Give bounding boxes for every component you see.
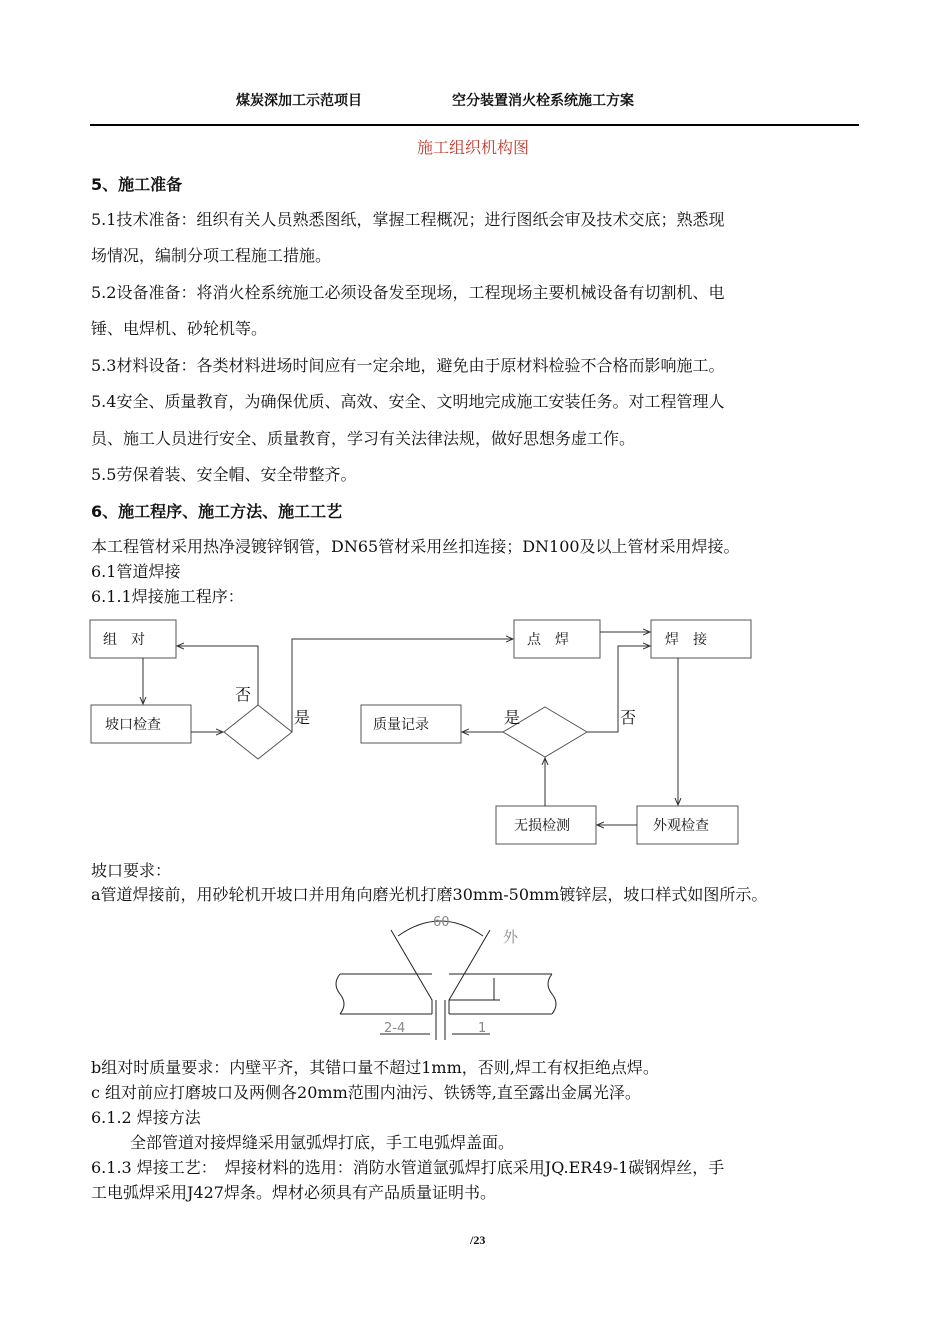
label-spot-weld: 点 焊 <box>527 632 569 648</box>
para-5-5: 5.5劳保着装、安全帽、安全带整齐。 <box>91 465 357 484</box>
pipe-break-right <box>548 974 556 1014</box>
section-5-title: 5、施工准备 <box>91 175 183 194</box>
para-5-2-line1: 5.2设备准备：将消火栓系统施工必须设备发至现场，工程现场主要机械设备有切割机、电 <box>91 283 725 302</box>
root-label: 1 <box>478 1021 487 1036</box>
label-weld: 焊 接 <box>665 632 707 648</box>
label-quality-record: 质量记录 <box>373 717 429 733</box>
header-project: 煤炭深加工示范项目 <box>236 93 362 109</box>
label-no-1: 否 <box>235 685 252 704</box>
section-6-1-2-body: 全部管道对接焊缝采用氩弧焊打底，手工电弧焊盖面。 <box>130 1133 515 1152</box>
bevel-req-c: c 组对前应打磨坡口及两侧各20mm范围内油污、铁锈等,直至露出金属光泽。 <box>91 1083 641 1102</box>
section-6-1-title: 6.1管道焊接 <box>91 562 181 581</box>
para-5-2-line2: 锤、电焊机、砂轮机等。 <box>91 319 268 338</box>
label-assemble: 组 对 <box>103 632 145 648</box>
label-yes-2: 是 <box>504 708 521 727</box>
angle-label: 60 <box>433 915 450 930</box>
header-title: 空分装置消火栓系统施工方案 <box>452 93 634 109</box>
outer-label: 外 <box>503 928 519 946</box>
section-6-title: 6、施工程序、施工方法、施工工艺 <box>91 502 343 521</box>
section-6-1-3-line2: 工电弧焊采用J427焊条。焊材必须具有产品质量证明书。 <box>91 1183 496 1202</box>
bevel-req-b: b组对时质量要求：内壁平齐，其错口量不超过1mm，否则,焊工有权拒绝点焊。 <box>91 1058 659 1077</box>
bevel-req-a: a管道焊接前，用砂轮机开坡口并用角向磨光机打磨30mm-50mm镀锌层，坡口样式如图所示。 <box>91 885 768 904</box>
label-yes-1: 是 <box>294 708 311 727</box>
label-no-2: 否 <box>620 708 637 727</box>
org-chart-caption: 施工组织机构图 <box>417 138 530 157</box>
section-6-1-1-title: 6.1.1焊接施工程序： <box>91 587 244 606</box>
pipe-break-left <box>336 974 344 1014</box>
para-5-3: 5.3材料设备：各类材料进场时间应有一定余地，避免由于原材料检验不合格而影响施工。 <box>91 356 725 375</box>
bevel-left-face <box>391 930 432 1014</box>
label-bevel-check: 坡口检查 <box>105 717 161 733</box>
para-5-4-line2: 员、施工人员进行安全、质量教育，学习有关法律法规，做好思想务虚工作。 <box>91 429 636 448</box>
label-visual-inspection: 外观检查 <box>653 818 709 834</box>
gap-label: 2-4 <box>384 1021 406 1036</box>
bevel-right-face <box>449 930 490 1014</box>
para-5-1-line1: 5.1技术准备：组织有关人员熟悉图纸，掌握工程概况；进行图纸会审及技术交底；熟悉现 <box>91 210 725 229</box>
section-6-intro: 本工程管材采用热净浸镀锌钢管，DN65管材采用丝扣连接；DN100及以上管材采用焊接。 <box>91 537 740 556</box>
section-6-1-3-line1: 6.1.3 焊接工艺： 焊接材料的选用：消防水管道氩弧焊打底采用JQ.ER49-1碳钢焊丝，手 <box>91 1158 725 1177</box>
label-ndt: 无损检测 <box>514 818 570 834</box>
para-5-1-line2: 场情况，编制分项工程施工措施。 <box>91 246 332 265</box>
section-6-1-2-title: 6.1.2 焊接方法 <box>91 1108 201 1127</box>
page-number: /23 <box>470 1233 486 1247</box>
para-5-4-line1: 5.4安全、质量教育，为确保优质、高效、安全、文明地完成施工安装任务。对工程管理人 <box>91 392 725 411</box>
bevel-heading: 坡口要求： <box>91 861 172 880</box>
